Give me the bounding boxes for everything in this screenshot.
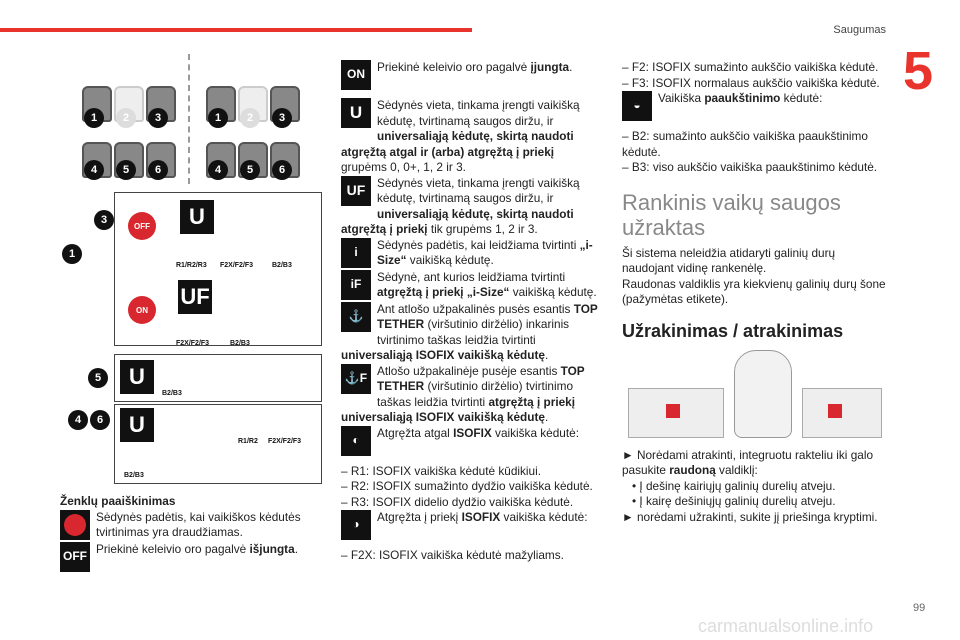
label-b2b3-46: B2/B3 (124, 472, 144, 479)
label-f2x-f2-f3-b: F2X/F2/F3 (176, 340, 210, 347)
seat-number-6b: 6 (272, 160, 292, 180)
divider (188, 54, 190, 184)
airbag-off-badge: OFF (128, 212, 156, 240)
seat-number-4-row: 4 (68, 410, 88, 430)
seat-number-6-row: 6 (90, 410, 110, 430)
b3-line: – B3: viso aukščio vaikiška paaukštinimo kėdutė. (622, 160, 878, 174)
r2-line: – R2: ISOFIX sumažinto dydžio vaikiška kėdutė. (341, 479, 593, 493)
seat-number-3b: 3 (272, 108, 292, 128)
uf-symbol: UF (178, 280, 212, 314)
red-lock-control-right (828, 404, 842, 418)
seat-number-3: 3 (148, 108, 168, 128)
r1-line: – R1: ISOFIX vaikiška kėdutė kūdikiui. (341, 463, 541, 478)
front-driver-number-1: 1 (62, 244, 82, 264)
label-b2b3-5: B2/B3 (162, 390, 182, 397)
seat-number-5: 5 (116, 160, 136, 180)
rear-facing-seat-icon: ◐ (341, 426, 371, 456)
u-icon: U (341, 98, 371, 128)
seat-number-6: 6 (148, 160, 168, 180)
section-title: Saugumas (833, 24, 886, 36)
red-lock-control-left (666, 404, 680, 418)
label-r1r2r3: R1/R2/R3 (176, 262, 207, 269)
u-symbol: U (180, 200, 214, 234)
intro-2: Raudonas valdiklis yra kiekvienų galinių durų šone (pažymėtas etikete). (622, 276, 886, 306)
f3-line: – F3: ISOFIX normalaus aukščio vaikiška kėdutė. (622, 75, 880, 90)
middle-column: ON Priekinė keleivio oro pagalvė įjungta. U Sėdynės vieta, tinkama įrengti vaikišką kėdutę, tvirtinamą saugos diržu, ir universaliąją kėdutę, skirtą naudoti atgręžtą atgal ir (arba) atgręžtą į priekį grupėms 0, 0+, 1, 2 ir 3. UF Sėdynės vieta, tinkama įrengti vaikišką kėdutę, tvirtinamą saugos diržu, ir universaliąją kėdutę, skirtą naudoti atgręžtą į priekį tik grupėms 1, 2 ir 3. i Sėdynės padėtis, kai leidžiama tvirtinti „i-Size“ vaikišką kėdutę. iF Sėdynė, ant kurios leidžiama tvirtinti atgręžtą į priekį „i-Size“ vaikišką kėdutę. ⚓ Ant atlošo užpakalinės pusės esantis TOP TETHER (viršutinio diržėlio) inkarinis tvirtinimo taškas leidžia tvirtinti universaliąją ISOFIX vaikišką kėdutę. ⚓F Atlošo užpakalinėje pusėje esantis TOP TETHER (viršutinio diržėlio) tvirtinimo taškas leidžia tvirtinti atgręžtą į priekį universaliąją ISOFIX vaikišką kėdutę. ◐ Atgręžta atgal ISOFIX vaikiška kėdutė: – R1: ISOFIX vaikiška kėdutė kūdikiui. – R2: ISOFIX sumažinto dydžio vaikiška kėdutė. – R3: ISOFIX didelio dydžio vaikiška kėdutė. ◑ Atgręžta į priekį ISOFIX vaikiška kėdutė: – F2X: ISOFIX vaikiška kėdutė mažyliams. (341, 60, 603, 564)
seat-number-5-row: 5 (88, 368, 108, 388)
section-heading: Rankinis vaikų saugos užraktas (622, 189, 841, 240)
u-symbol-5: U (120, 360, 154, 394)
seat-number-5b: 5 (240, 160, 260, 180)
legend-forbidden: Sėdynės padėtis, kai vaikiškos kėdutės tvirtinimas yra draudžiamas. (96, 509, 301, 539)
header-accent-bar (0, 28, 472, 32)
seat-number-1b: 1 (208, 108, 228, 128)
seat-number-4b: 4 (208, 160, 228, 180)
airbag-on-icon: ON (341, 60, 371, 90)
bullet-1: • Į dešinę kairiųjų galinių durelių atveju. (632, 478, 836, 493)
car-top-view (734, 350, 792, 438)
bullet-2: • Į kairę dešiniųjų galinių durelių atveju. (632, 494, 836, 508)
r3-line: – R3: ISOFIX didelio dydžio vaikiška kėdutė. (341, 494, 574, 509)
watermark: carmanualsonline.info (698, 616, 874, 636)
seat-number-2b: 2 (240, 108, 260, 128)
label-b2b3: B2/B3 (272, 262, 292, 269)
f2x-line: – F2X: ISOFIX vaikiška kėdutė mažyliams. (341, 548, 564, 562)
child-lock-illustration (622, 350, 886, 448)
seat-number-1: 1 (84, 108, 104, 128)
label-b2b3-b: B2/B3 (230, 340, 250, 347)
forward-facing-seat-icon: ◑ (341, 510, 371, 540)
b2-line: – B2: sumažinto aukščio vaikiška paaukštinimo kėdutė. (622, 129, 868, 159)
isize-forward-icon: iF (341, 270, 371, 300)
f2-line: – F2: ISOFIX sumažinto aukščio vaikiška kėdutė. (622, 60, 879, 74)
u-symbol-46: U (120, 408, 154, 442)
booster-seat-icon: ◒ (622, 91, 652, 121)
label-r1r2: R1/R2 (238, 438, 258, 445)
seat-number-2: 2 (116, 108, 136, 128)
right-door-detail (802, 388, 882, 438)
lock-instruction: ► norėdami užrakinti, sukite jį priešinga kryptimi. (622, 509, 878, 524)
isize-icon: i (341, 238, 371, 268)
right-column: – F2: ISOFIX sumažinto aukščio vaikiška kėdutė. – F3: ISOFIX normalaus aukščio vaikiška kėdutė. ◒ Vaikiška paaukštinimo kėdutė: – B2: sumažinto aukščio vaikiška paaukštinimo kėdutė. – B3: viso aukščio vaikiška paaukštinimo kėdutė. Rankinis vaikų saugos užraktas Ši sistema neleidžia atidaryti galinių durų naudojant vidinę rankenėlę. Raudonas valdiklis yra kiekvienų galinių durų šone (pažymėtas etikete). Užrakinimas / atrakinimas ► Norėdami atrakinti, integruotu rakteliu iki galo pasukite raudoną valdiklį: • Į dešinę kairiųjų galinių durelių atveju. • Į kairę dešiniųjų galinių durelių atveju. ► norėdami užrakinti, sukite jį priešinga kryptimi. (622, 60, 886, 524)
subsection-heading: Užrakinimas / atrakinimas (622, 320, 844, 341)
airbag-off-icon: OFF (60, 542, 90, 572)
chapter-number: 5 (903, 41, 934, 101)
top-tether-forward-icon: ⚓F (341, 364, 371, 394)
uf-icon: UF (341, 176, 371, 206)
top-tether-anchor-icon: ⚓ (341, 302, 371, 332)
seat-number-4: 4 (84, 160, 104, 180)
legend-column: Ženklų paaiškinimas Sėdynės padėtis, kai vaikiškos kėdutės tvirtinimas yra draudžiamas. OFF Priekinė keleivio oro pagalvė išjungta. (60, 494, 310, 574)
label-f2x-f2-f3: F2X/F2/F3 (220, 262, 254, 269)
intro-1: Ši sistema neleidžia atidaryti galinių durų naudojant vidinę rankenėlę. (622, 245, 836, 275)
forbidden-icon (60, 510, 90, 540)
page-number: 99 (913, 602, 926, 614)
front-passenger-number-3: 3 (94, 210, 114, 230)
legend-title: Ženklų paaiškinimas (60, 494, 176, 508)
label-f2x-46: F2X/F2/F3 (268, 438, 302, 445)
airbag-on-badge: ON (128, 296, 156, 324)
